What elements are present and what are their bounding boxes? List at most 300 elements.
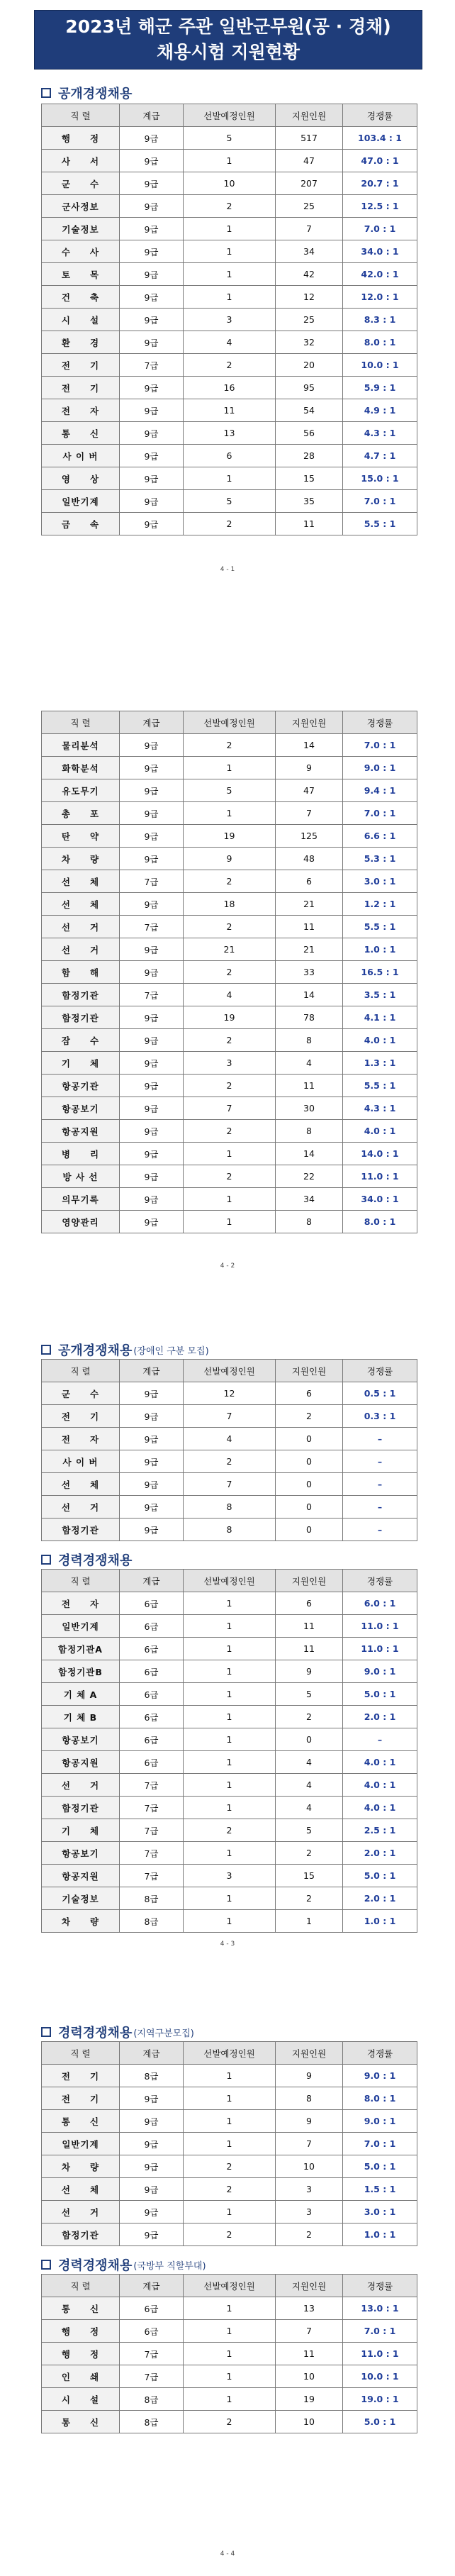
table-row xyxy=(42,2110,417,2133)
cell-ratio: 6.0 : 1 xyxy=(343,1592,417,1615)
cell-grade: 7급 xyxy=(120,1797,184,1819)
cell-grade: 9급 xyxy=(120,1450,184,1473)
cell-series: 건 축 xyxy=(42,286,120,309)
cell-grade: 9급 xyxy=(120,490,184,513)
cell-ratio: 1.0 : 1 xyxy=(343,2224,417,2246)
cell-planned: 21 xyxy=(184,938,276,961)
cell-series: 항공지원 xyxy=(42,1120,120,1143)
table-row xyxy=(42,127,417,150)
table-row xyxy=(42,195,417,218)
cell-series: 행 정 xyxy=(42,2343,120,2365)
table-row xyxy=(42,1751,417,1774)
cell-grade: 9급 xyxy=(120,1097,184,1120)
table-row xyxy=(42,1006,417,1029)
cell-ratio: 11.0 : 1 xyxy=(343,1165,417,1188)
page-title xyxy=(34,10,422,70)
cell-planned: 1 xyxy=(184,2365,276,2388)
cell-planned: 2 xyxy=(184,1165,276,1188)
cell-grade: 6급 xyxy=(120,1706,184,1728)
table-row xyxy=(42,2065,417,2087)
cell-planned: 5 xyxy=(184,779,276,802)
cell-series: 함 해 xyxy=(42,961,120,984)
cell-grade: 9급 xyxy=(120,1496,184,1519)
cell-grade: 6급 xyxy=(120,1615,184,1638)
cell-applicants: 5 xyxy=(276,1683,343,1706)
cell-planned: 1 xyxy=(184,1910,276,1933)
cell-ratio: 9.0 : 1 xyxy=(343,757,417,779)
cell-series: 함정기관 xyxy=(42,1006,120,1029)
cell-grade: 9급 xyxy=(120,331,184,354)
square-bullet-icon xyxy=(41,88,51,98)
cell-grade: 6급 xyxy=(120,2320,184,2343)
table-header-row xyxy=(42,1570,417,1592)
cell-applicants: 5 xyxy=(276,1819,343,1842)
cell-series: 시 설 xyxy=(42,309,120,331)
cell-applicants: 10 xyxy=(276,2155,343,2178)
col-header-applicants: 지원인원 xyxy=(276,1570,343,1592)
cell-series: 화학분석 xyxy=(42,757,120,779)
cell-planned: 5 xyxy=(184,490,276,513)
cell-planned: 2 xyxy=(184,2178,276,2201)
table-row xyxy=(42,399,417,422)
cell-ratio: 4.1 : 1 xyxy=(343,1006,417,1029)
cell-applicants: 2 xyxy=(276,2224,343,2246)
col-header-planned: 선발예정인원 xyxy=(184,1570,276,1592)
cell-planned: 1 xyxy=(184,2297,276,2320)
cell-applicants: 3 xyxy=(276,2201,343,2224)
cell-grade: 9급 xyxy=(120,467,184,490)
cell-applicants: 4 xyxy=(276,1052,343,1075)
table-row xyxy=(42,2411,417,2433)
cell-ratio: 8.3 : 1 xyxy=(343,309,417,331)
table-row xyxy=(42,734,417,757)
cell-planned: 3 xyxy=(184,1865,276,1887)
table-row xyxy=(42,1052,417,1075)
cell-ratio: 2.0 : 1 xyxy=(343,1887,417,1910)
cell-planned: 1 xyxy=(184,1728,276,1751)
cell-grade: 7급 xyxy=(120,2343,184,2365)
cell-planned: 19 xyxy=(184,825,276,848)
table-row xyxy=(42,1188,417,1211)
cell-applicants: 11 xyxy=(276,1638,343,1660)
cell-applicants: 6 xyxy=(276,1592,343,1615)
col-header-series: 직 렬 xyxy=(42,1360,120,1382)
cell-grade: 9급 xyxy=(120,2110,184,2133)
cell-applicants: 56 xyxy=(276,422,343,445)
cell-series: 영양관리 xyxy=(42,1211,120,1233)
cell-applicants: 15 xyxy=(276,1865,343,1887)
table-open-competition-part2 xyxy=(41,711,417,1233)
cell-applicants: 21 xyxy=(276,893,343,916)
cell-applicants: 78 xyxy=(276,1006,343,1029)
title-line-1: 2023년 해군 주관 일반군무원(공 · 경채) xyxy=(65,16,391,37)
table-row xyxy=(42,1097,417,1120)
cell-applicants: 21 xyxy=(276,938,343,961)
table-row xyxy=(42,2087,417,2110)
cell-series: 함정기관 xyxy=(42,2224,120,2246)
col-header-planned: 선발예정인원 xyxy=(184,2275,276,2297)
cell-ratio: 7.0 : 1 xyxy=(343,2320,417,2343)
cell-applicants: 14 xyxy=(276,1143,343,1165)
cell-planned: 1 xyxy=(184,802,276,825)
table-row xyxy=(42,1660,417,1683)
cell-series: 행 정 xyxy=(42,127,120,150)
cell-planned: 2 xyxy=(184,354,276,377)
cell-series: 총 포 xyxy=(42,802,120,825)
cell-applicants: 25 xyxy=(276,309,343,331)
cell-ratio: 5.5 : 1 xyxy=(343,1075,417,1097)
cell-ratio: 2.0 : 1 xyxy=(343,1842,417,1865)
cell-applicants: 2 xyxy=(276,1706,343,1728)
col-header-applicants: 지원인원 xyxy=(276,711,343,734)
section-title: 경력경쟁채용 xyxy=(58,2026,133,2041)
cell-grade: 7급 xyxy=(120,1819,184,1842)
cell-planned: 1 xyxy=(184,1638,276,1660)
cell-grade: 9급 xyxy=(120,1382,184,1405)
cell-grade: 9급 xyxy=(120,399,184,422)
col-header-grade: 계급 xyxy=(120,104,184,127)
col-header-applicants: 지원인원 xyxy=(276,2042,343,2065)
cell-grade: 6급 xyxy=(120,1592,184,1615)
cell-planned: 18 xyxy=(184,893,276,916)
cell-grade: 9급 xyxy=(120,1188,184,1211)
table-header-row xyxy=(42,2042,417,2065)
table-row xyxy=(42,422,417,445)
cell-ratio: 5.0 : 1 xyxy=(343,1683,417,1706)
cell-applicants: 14 xyxy=(276,734,343,757)
col-header-ratio: 경쟁률 xyxy=(343,104,417,127)
table-row xyxy=(42,1910,417,1933)
cell-ratio: – xyxy=(343,1728,417,1751)
cell-ratio: – xyxy=(343,1428,417,1450)
cell-ratio: 7.0 : 1 xyxy=(343,218,417,240)
cell-planned: 1 xyxy=(184,467,276,490)
cell-applicants: 1 xyxy=(276,1910,343,1933)
table-row xyxy=(42,1120,417,1143)
cell-grade: 9급 xyxy=(120,961,184,984)
cell-series: 금 속 xyxy=(42,513,120,535)
cell-planned: 1 xyxy=(184,1188,276,1211)
cell-applicants: 25 xyxy=(276,195,343,218)
cell-series: 함정기관 xyxy=(42,984,120,1006)
table-row xyxy=(42,1615,417,1638)
cell-series: 일반기계 xyxy=(42,1615,120,1638)
table-row xyxy=(42,1211,417,1233)
cell-series: 차 량 xyxy=(42,2155,120,2178)
cell-planned: 1 xyxy=(184,2343,276,2365)
cell-grade: 9급 xyxy=(120,734,184,757)
table-row xyxy=(42,893,417,916)
cell-ratio: 10.0 : 1 xyxy=(343,354,417,377)
cell-series: 기 체 A xyxy=(42,1683,120,1706)
cell-planned: 5 xyxy=(184,127,276,150)
cell-planned: 1 xyxy=(184,218,276,240)
cell-ratio: – xyxy=(343,1473,417,1496)
cell-ratio: 7.0 : 1 xyxy=(343,490,417,513)
col-header-grade: 계급 xyxy=(120,711,184,734)
cell-applicants: 95 xyxy=(276,377,343,399)
cell-grade: 9급 xyxy=(120,1120,184,1143)
cell-applicants: 47 xyxy=(276,150,343,172)
col-header-series: 직 렬 xyxy=(42,2042,120,2065)
cell-planned: 2 xyxy=(184,916,276,938)
cell-applicants: 125 xyxy=(276,825,343,848)
table-row xyxy=(42,354,417,377)
cell-grade: 9급 xyxy=(120,2087,184,2110)
cell-grade: 9급 xyxy=(120,848,184,870)
cell-series: 통 신 xyxy=(42,422,120,445)
cell-applicants: 0 xyxy=(276,1496,343,1519)
cell-planned: 13 xyxy=(184,422,276,445)
cell-planned: 2 xyxy=(184,734,276,757)
cell-series: 전 자 xyxy=(42,399,120,422)
cell-series: 기술정보 xyxy=(42,1887,120,1910)
cell-applicants: 32 xyxy=(276,331,343,354)
cell-series: 선 체 xyxy=(42,893,120,916)
cell-ratio: 2.0 : 1 xyxy=(343,1706,417,1728)
cell-ratio: 4.0 : 1 xyxy=(343,1120,417,1143)
cell-grade: 9급 xyxy=(120,1473,184,1496)
table-row xyxy=(42,825,417,848)
cell-ratio: 5.3 : 1 xyxy=(343,848,417,870)
cell-applicants: 19 xyxy=(276,2388,343,2411)
cell-ratio: 5.9 : 1 xyxy=(343,377,417,399)
cell-ratio: 4.3 : 1 xyxy=(343,1097,417,1120)
cell-series: 군 수 xyxy=(42,172,120,195)
cell-planned: 7 xyxy=(184,1405,276,1428)
cell-series: 선 체 xyxy=(42,2178,120,2201)
cell-series: 기 체 B xyxy=(42,1706,120,1728)
table-row xyxy=(42,1382,417,1405)
table-row xyxy=(42,1405,417,1428)
cell-series: 유도무기 xyxy=(42,779,120,802)
cell-planned: 1 xyxy=(184,2133,276,2155)
cell-ratio: 1.3 : 1 xyxy=(343,1052,417,1075)
cell-grade: 7급 xyxy=(120,916,184,938)
section-heading-open-competition xyxy=(41,84,132,102)
table-row xyxy=(42,1473,417,1496)
table-row xyxy=(42,870,417,893)
cell-ratio: 5.5 : 1 xyxy=(343,513,417,535)
table-row xyxy=(42,172,417,195)
cell-grade: 9급 xyxy=(120,2155,184,2178)
cell-grade: 9급 xyxy=(120,240,184,263)
square-bullet-icon xyxy=(41,1555,51,1565)
cell-ratio: 20.7 : 1 xyxy=(343,172,417,195)
cell-series: 잠 수 xyxy=(42,1029,120,1052)
table-header-row xyxy=(42,104,417,127)
cell-applicants: 9 xyxy=(276,2110,343,2133)
cell-ratio: 7.0 : 1 xyxy=(343,802,417,825)
cell-series: 항공보기 xyxy=(42,1728,120,1751)
cell-ratio: 5.0 : 1 xyxy=(343,1865,417,1887)
cell-planned: 1 xyxy=(184,263,276,286)
col-header-applicants: 지원인원 xyxy=(276,104,343,127)
cell-applicants: 0 xyxy=(276,1728,343,1751)
cell-series: 전 기 xyxy=(42,1405,120,1428)
cell-applicants: 13 xyxy=(276,2297,343,2320)
section-subtitle: (국방부 직할부대) xyxy=(133,2260,206,2272)
cell-planned: 2 xyxy=(184,961,276,984)
cell-planned: 12 xyxy=(184,1382,276,1405)
cell-applicants: 48 xyxy=(276,848,343,870)
cell-planned: 1 xyxy=(184,1797,276,1819)
cell-grade: 8급 xyxy=(120,2411,184,2433)
cell-applicants: 8 xyxy=(276,1120,343,1143)
col-header-planned: 선발예정인원 xyxy=(184,1360,276,1382)
cell-planned: 1 xyxy=(184,1143,276,1165)
table-row xyxy=(42,1638,417,1660)
cell-planned: 11 xyxy=(184,399,276,422)
section-heading-regional-recruitment xyxy=(41,2023,194,2041)
table-row xyxy=(42,1519,417,1541)
cell-planned: 2 xyxy=(184,870,276,893)
cell-ratio: 9.0 : 1 xyxy=(343,2065,417,2087)
table-row xyxy=(42,1143,417,1165)
cell-grade: 9급 xyxy=(120,513,184,535)
table-row xyxy=(42,1728,417,1751)
cell-ratio: 12.5 : 1 xyxy=(343,195,417,218)
cell-series: 전 자 xyxy=(42,1592,120,1615)
cell-planned: 2 xyxy=(184,195,276,218)
table-row xyxy=(42,2297,417,2320)
cell-planned: 1 xyxy=(184,2320,276,2343)
cell-series: 사 이 버 xyxy=(42,445,120,467)
table-row xyxy=(42,2178,417,2201)
cell-applicants: 30 xyxy=(276,1097,343,1120)
cell-applicants: 0 xyxy=(276,1428,343,1450)
cell-ratio: 4.3 : 1 xyxy=(343,422,417,445)
cell-ratio: 12.0 : 1 xyxy=(343,286,417,309)
section-title: 공개경쟁채용 xyxy=(58,1343,133,1358)
cell-applicants: 7 xyxy=(276,218,343,240)
cell-planned: 2 xyxy=(184,1450,276,1473)
cell-ratio: 4.0 : 1 xyxy=(343,1797,417,1819)
cell-ratio: 9.0 : 1 xyxy=(343,1660,417,1683)
cell-series: 항공지원 xyxy=(42,1751,120,1774)
cell-series: 차 량 xyxy=(42,848,120,870)
table-header-row xyxy=(42,2275,417,2297)
square-bullet-icon xyxy=(41,2260,51,2270)
cell-planned: 7 xyxy=(184,1473,276,1496)
cell-planned: 1 xyxy=(184,757,276,779)
cell-ratio: 11.0 : 1 xyxy=(343,2343,417,2365)
table-row xyxy=(42,1842,417,1865)
cell-planned: 7 xyxy=(184,1097,276,1120)
cell-ratio: – xyxy=(343,1450,417,1473)
cell-applicants: 0 xyxy=(276,1519,343,1541)
cell-ratio: 34.0 : 1 xyxy=(343,1188,417,1211)
section-heading-career-competition xyxy=(41,1550,132,1569)
cell-grade: 9급 xyxy=(120,938,184,961)
table-row xyxy=(42,802,417,825)
cell-applicants: 7 xyxy=(276,2133,343,2155)
cell-applicants: 11 xyxy=(276,916,343,938)
cell-ratio: 19.0 : 1 xyxy=(343,2388,417,2411)
cell-ratio: 47.0 : 1 xyxy=(343,150,417,172)
table-row xyxy=(42,2388,417,2411)
cell-grade: 8급 xyxy=(120,1910,184,1933)
cell-planned: 2 xyxy=(184,513,276,535)
col-header-planned: 선발예정인원 xyxy=(184,104,276,127)
table-row xyxy=(42,150,417,172)
cell-ratio: 13.0 : 1 xyxy=(343,2297,417,2320)
cell-applicants: 28 xyxy=(276,445,343,467)
cell-ratio: 3.0 : 1 xyxy=(343,870,417,893)
cell-grade: 7급 xyxy=(120,2365,184,2388)
table-row xyxy=(42,1683,417,1706)
cell-planned: 1 xyxy=(184,1842,276,1865)
cell-planned: 1 xyxy=(184,2201,276,2224)
cell-applicants: 2 xyxy=(276,1842,343,1865)
cell-ratio: 34.0 : 1 xyxy=(343,240,417,263)
cell-grade: 9급 xyxy=(120,1006,184,1029)
cell-series: 전 기 xyxy=(42,377,120,399)
cell-ratio: 2.5 : 1 xyxy=(343,1819,417,1842)
cell-grade: 9급 xyxy=(120,779,184,802)
table-row xyxy=(42,1428,417,1450)
cell-grade: 9급 xyxy=(120,127,184,150)
cell-applicants: 4 xyxy=(276,1797,343,1819)
table-row xyxy=(42,757,417,779)
cell-ratio: 15.0 : 1 xyxy=(343,467,417,490)
cell-grade: 9급 xyxy=(120,1405,184,1428)
cell-planned: 1 xyxy=(184,1660,276,1683)
cell-planned: 1 xyxy=(184,2110,276,2133)
cell-grade: 9급 xyxy=(120,2178,184,2201)
cell-planned: 1 xyxy=(184,2087,276,2110)
cell-series: 영 상 xyxy=(42,467,120,490)
section-title: 공개경쟁채용 xyxy=(58,87,133,101)
cell-series: 행 정 xyxy=(42,2320,120,2343)
table-row xyxy=(42,1865,417,1887)
table-row xyxy=(42,1450,417,1473)
cell-ratio: 4.0 : 1 xyxy=(343,1751,417,1774)
cell-ratio: – xyxy=(343,1519,417,1541)
cell-ratio: 0.5 : 1 xyxy=(343,1382,417,1405)
table-row xyxy=(42,2133,417,2155)
cell-grade: 9급 xyxy=(120,422,184,445)
cell-grade: 7급 xyxy=(120,870,184,893)
cell-ratio: 1.5 : 1 xyxy=(343,2178,417,2201)
table-row xyxy=(42,916,417,938)
col-header-series: 직 렬 xyxy=(42,711,120,734)
cell-grade: 8급 xyxy=(120,2388,184,2411)
cell-grade: 9급 xyxy=(120,195,184,218)
cell-planned: 2 xyxy=(184,1819,276,1842)
cell-series: 환 경 xyxy=(42,331,120,354)
cell-applicants: 22 xyxy=(276,1165,343,1188)
cell-planned: 2 xyxy=(184,1029,276,1052)
cell-planned: 1 xyxy=(184,286,276,309)
cell-planned: 1 xyxy=(184,1683,276,1706)
table-disabled-recruitment xyxy=(41,1359,417,1541)
table-row xyxy=(42,938,417,961)
cell-grade: 7급 xyxy=(120,1774,184,1797)
cell-series: 수 사 xyxy=(42,240,120,263)
cell-planned: 3 xyxy=(184,1052,276,1075)
cell-grade: 6급 xyxy=(120,1638,184,1660)
cell-grade: 9급 xyxy=(120,2133,184,2155)
cell-planned: 1 xyxy=(184,2065,276,2087)
cell-grade: 6급 xyxy=(120,1751,184,1774)
cell-ratio: 7.0 : 1 xyxy=(343,2133,417,2155)
cell-planned: 1 xyxy=(184,1706,276,1728)
cell-ratio: 5.0 : 1 xyxy=(343,2411,417,2433)
cell-ratio: – xyxy=(343,1496,417,1519)
cell-series: 선 거 xyxy=(42,2201,120,2224)
cell-grade: 9급 xyxy=(120,150,184,172)
